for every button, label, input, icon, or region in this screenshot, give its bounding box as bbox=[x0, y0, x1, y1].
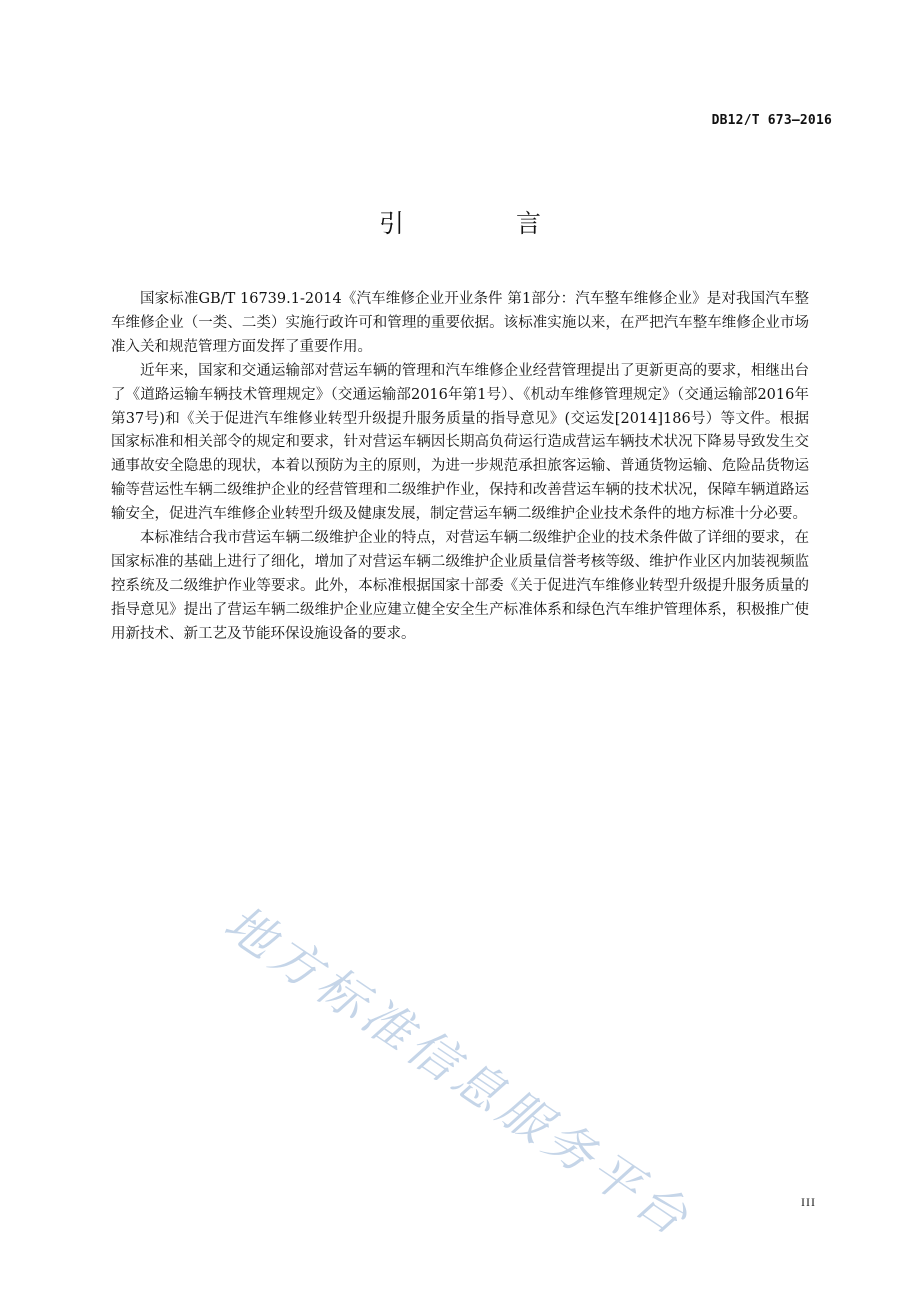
page-number: III bbox=[801, 1195, 816, 1209]
paragraph: 近年来，国家和交通运输部对营运车辆的管理和汽车维修企业经营管理提出了更新更高的要求，相继出台了《道路运输车辆技术管理规定》（交通运输部2016年第1号）、《机动车维修管理规定》（交通运输部2016年第37号)和《关于促进汽车维修业转型升级提升服务质量的指导意见》(交运发[2014]186号）等文件。根据国家标准和相关部令的规定和要求，针对营运车辆因长期高负荷运行造成营运车辆技术状况下降易导致发生交通事故安全隐患的现状，本着以预防为主的原则，为进一步规范承担旅客运输、普通货物运输、危险品货物运输等营运性车辆二级维护企业的经营管理和二级维护作业，保持和改善营运车辆的技术状况，保障车辆道路运输安全，促进汽车维修企业转型升级及健康发展，制定营运车辆二级维护企业技术条件的地方标准十分必要。 bbox=[111, 362, 809, 523]
paragraph: 国家标准GB/T 16739.1-2014《汽车维修企业开业条件 第1部分：汽车整车维修企业》是对我国汽车整车维修企业（一类、二类）实施行政许可和管理的重要依据。该标准实施以来，在严把汽车整车维修企业市场准入关和规范管理方面发挥了重要作用。 bbox=[111, 291, 809, 355]
paragraph: 本标准结合我市营运车辆二级维护企业的特点，对营运车辆二级维护企业的技术条件做了详细的要求，在国家标准的基础上进行了细化，增加了对营运车辆二级维护企业质量信誉考核等级、维护作业区内加装视频监控系统及二级维护作业等要求。此外，本标准根据国家十部委《关于促进汽车维修业转型升级提升服务质量的指导意见》提出了营运车辆二级维护企业应建立健全安全生产标准体系和绿色汽车维护管理体系，积极推广使用新技术、新工艺及节能环保设施设备的要求。 bbox=[111, 530, 809, 642]
standard-code: DB12/T 673—2016 bbox=[711, 113, 832, 128]
watermark: 地方标准信息服务平台 bbox=[214, 894, 702, 1250]
section-title: 引 言 bbox=[379, 209, 593, 238]
body-text bbox=[111, 288, 809, 647]
